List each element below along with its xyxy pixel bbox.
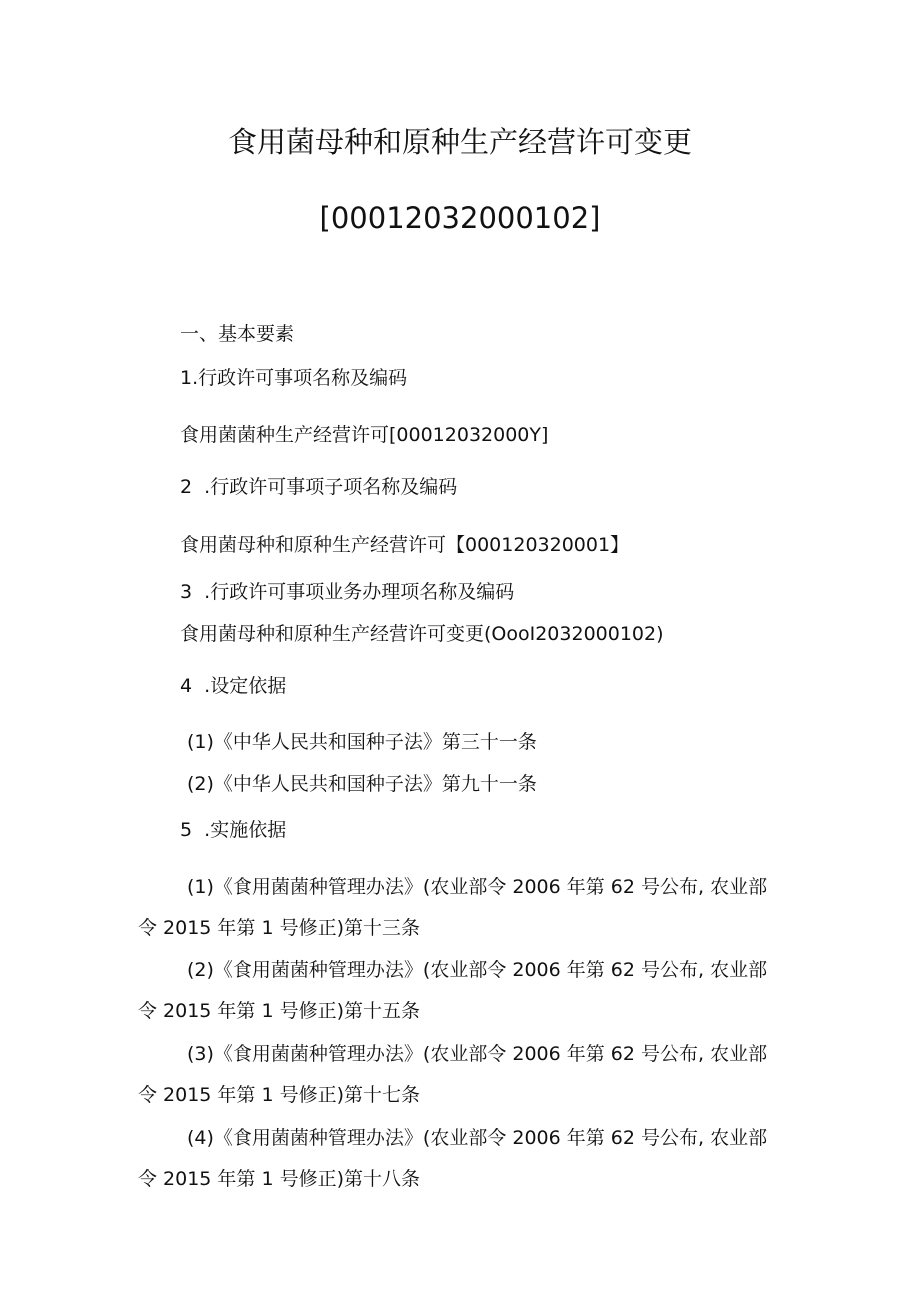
document-code: [00012032000102] [319,201,601,235]
item5-heading: 5 .实施依据 [180,819,287,841]
item4-basis-1: (1)《中华人民共和国种子法》第三十一条 [187,731,537,753]
item4-basis-2: (2)《中华人民共和国种子法》第九十一条 [187,773,537,795]
item1-value: 食用菌菌种生产经营许可[00012032000Y] [180,424,549,446]
item5-basis-4-line2: 令 2015 年第 1 号修正)第十八条 [138,1168,421,1190]
item5-basis-2-line2: 令 2015 年第 1 号修正)第十五条 [138,1000,421,1022]
item5-basis-1-line1: (1)《食用菌菌种管理办法》(农业部令 2006 年第 62 号公布, 农业部 [187,876,768,898]
item5-basis-3-line1: (3)《食用菌菌种管理办法》(农业部令 2006 年第 62 号公布, 农业部 [187,1043,768,1065]
item2-value: 食用菌母种和原种生产经营许可【000120320001】 [180,534,630,556]
item4-heading: 4 .设定依据 [180,675,287,697]
item2-heading: 2 .行政许可事项子项名称及编码 [180,476,458,498]
section-heading-basic-elements: 一、基本要素 [180,323,295,345]
item5-basis-2-line1: (2)《食用菌菌种管理办法》(农业部令 2006 年第 62 号公布, 农业部 [187,959,768,981]
item3-heading: 3 .行政许可事项业务办理项名称及编码 [180,581,515,603]
item3-value: 食用菌母种和原种生产经营许可变更(OooI2032000102) [180,623,664,645]
item1-heading: 1.行政许可事项名称及编码 [180,367,408,389]
document-title: 食用菌母种和原种生产经营许可变更 [227,125,692,159]
item5-basis-1-line2: 令 2015 年第 1 号修正)第十三条 [138,917,421,939]
item5-basis-3-line2: 令 2015 年第 1 号修正)第十七条 [138,1084,421,1106]
item5-basis-4-line1: (4)《食用菌菌种管理办法》(农业部令 2006 年第 62 号公布, 农业部 [187,1127,768,1149]
